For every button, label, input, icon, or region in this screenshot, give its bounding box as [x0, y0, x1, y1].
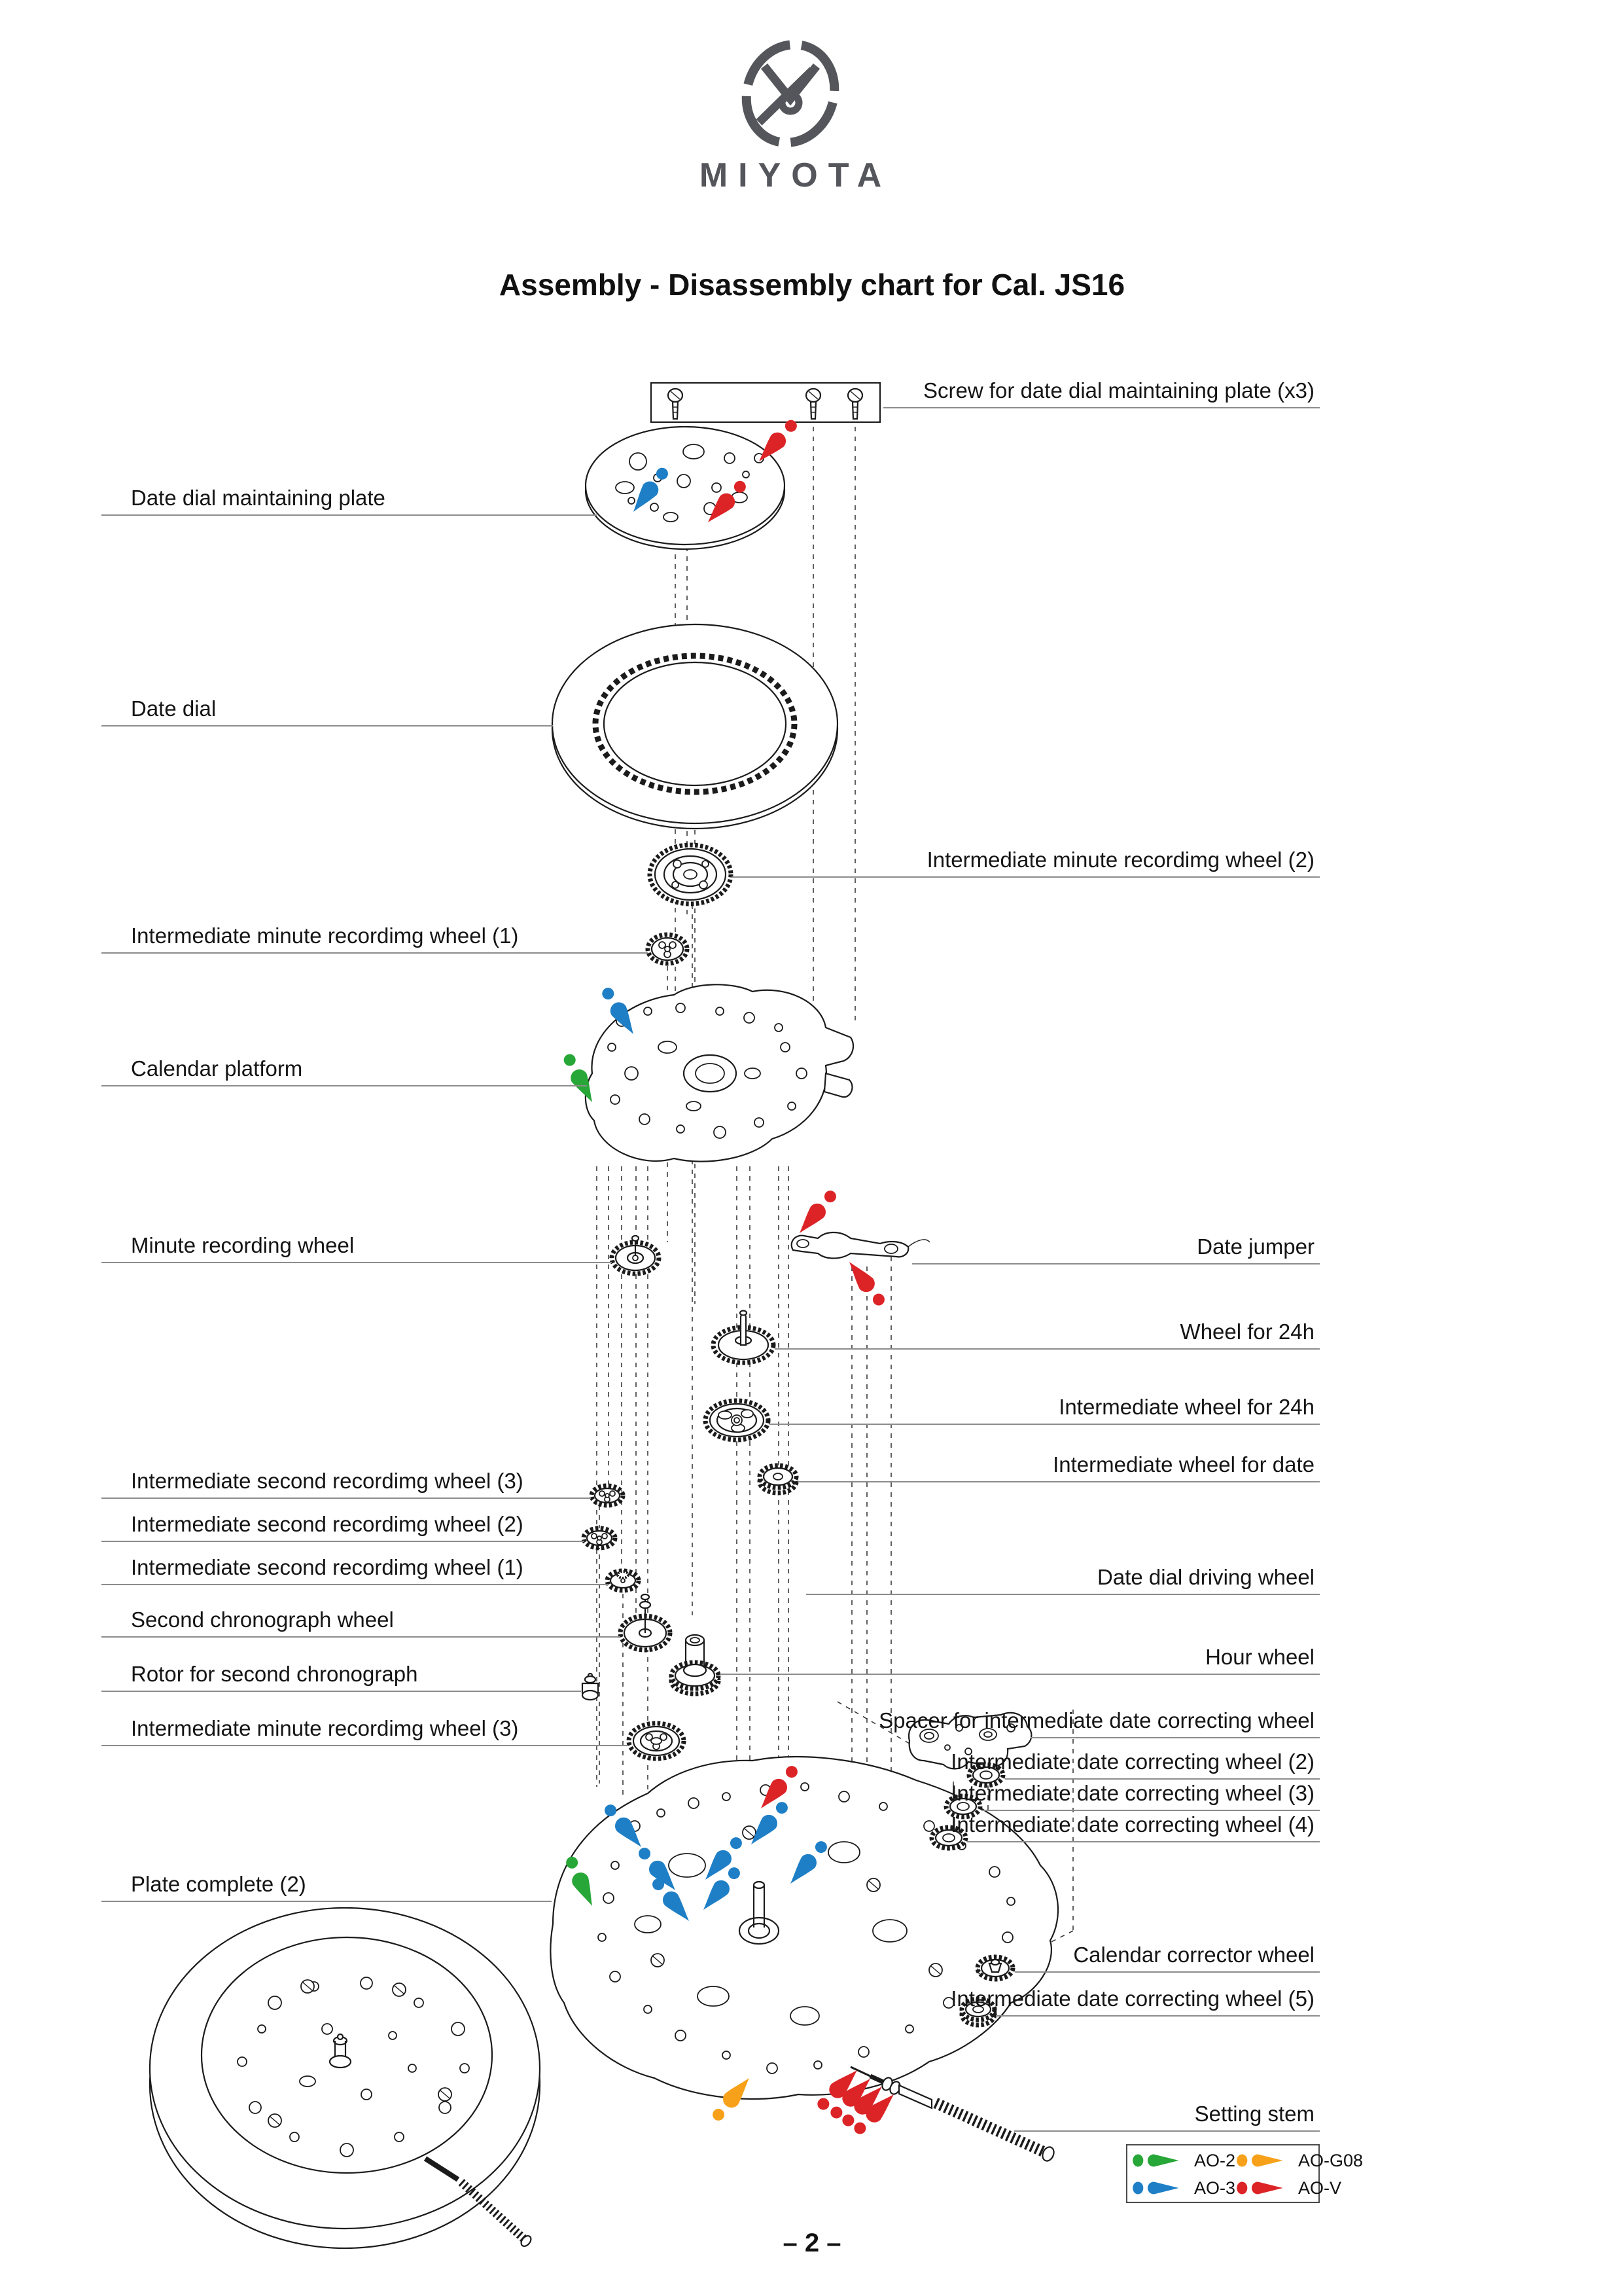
part-calendar-corrector-wheel: [978, 1957, 1013, 1979]
oil-droplet-icon: [1131, 2178, 1189, 2198]
label-intermediate-wheel-for-date: Intermediate wheel for date: [798, 1452, 1320, 1482]
part-minute-recording-wheel: [612, 1236, 659, 1274]
label-setting-stem: Setting stem: [1014, 2102, 1320, 2132]
part-date-dial-maintaining-plate: [586, 416, 802, 549]
part-second-chronograph-wheel: [620, 1594, 670, 1650]
leader-line: [1031, 1737, 1320, 1738]
leader-line: [769, 1424, 1320, 1425]
leader-line: [981, 1810, 1320, 1811]
leader-line: [996, 2015, 1320, 2017]
leader-line: [101, 514, 597, 516]
label-intermediate-second-recording-wheel-3: Intermediate second recordimg wheel (3): [101, 1469, 591, 1499]
label-screw-for-date-dial-maintaining-plate: Screw for date dial maintaining plate (x3): [883, 378, 1320, 408]
label-intermediate-date-correcting-wheel-3: Intermediate date correcting wheel (3): [981, 1781, 1320, 1811]
leader-line: [101, 952, 648, 954]
part-hour-wheel: [671, 1635, 718, 1694]
leader-line: [775, 1348, 1320, 1350]
part-wheel-for-24h: [713, 1311, 773, 1363]
label-intermediate-minute-recording-wheel-3: Intermediate minute recordimg wheel (3): [101, 1716, 628, 1746]
label-calendar-platform: Calendar platform: [101, 1056, 587, 1086]
page-number: – 2 –: [783, 2229, 841, 2257]
label-date-jumper: Date jumper: [912, 1234, 1320, 1265]
part-intermediate-second-recording-wheel-1: [607, 1571, 639, 1590]
leader-line: [1014, 2130, 1320, 2132]
legend-item: [1131, 2174, 1235, 2202]
part-assembled-movement: [150, 1908, 540, 2248]
legend-item: [1131, 2147, 1235, 2174]
label-intermediate-wheel-for-24h: Intermediate wheel for 24h: [769, 1395, 1320, 1425]
part-intermediate-second-recording-wheel-2: [584, 1528, 615, 1548]
leader-line: [732, 876, 1320, 878]
legend-code: AO-V: [1298, 2178, 1342, 2198]
leader-line: [912, 1263, 1320, 1265]
oil-marker-red: [752, 416, 801, 467]
label-date-dial: Date dial: [101, 696, 553, 726]
legend-item: [1235, 2147, 1363, 2174]
label-intermediate-minute-recording-wheel-2: Intermediate minute recordimg wheel (2): [732, 848, 1320, 878]
leader-line: [101, 1584, 609, 1585]
leader-line: [967, 1841, 1320, 1842]
part-intermediate-wheel-for-date: [760, 1465, 796, 1493]
part-date-dial: [552, 624, 838, 829]
legend-code: AO-G08: [1298, 2150, 1364, 2170]
label-intermediate-minute-recording-wheel-1: Intermediate minute recordimg wheel (1): [101, 924, 648, 954]
leader-line: [101, 1498, 591, 1499]
part-intermediate-minute-recording-wheel-3: [629, 1723, 684, 1759]
legend-item: [1235, 2174, 1363, 2202]
label-calendar-corrector-wheel: Calendar corrector wheel: [1015, 1943, 1320, 1973]
leader-line: [101, 1636, 620, 1638]
label-hour-wheel: Hour wheel: [720, 1645, 1320, 1675]
miyota-logo: [679, 38, 902, 195]
part-date-jumper: [792, 1187, 930, 1310]
part-intermediate-minute-recording-wheel-1: [648, 935, 687, 963]
leader-line: [1015, 1971, 1320, 1973]
leader-line: [798, 1481, 1320, 1482]
oil-droplet-icon: [1235, 2151, 1293, 2170]
miyota-logo-icon: [741, 38, 839, 149]
leader-line: [720, 1674, 1320, 1675]
label-date-dial-driving-wheel: Date dial driving wheel: [806, 1565, 1320, 1595]
oil-legend: [1126, 2144, 1364, 2203]
oil-droplet-icon: [1235, 2178, 1293, 2198]
label-spacer-for-intermediate-date-correcting-wheel: Spacer for intermediate date correcting wheel: [1031, 1708, 1320, 1738]
legend-code: AO-2: [1194, 2150, 1236, 2170]
part-intermediate-wheel-for-24h: [705, 1401, 768, 1440]
label-plate-complete-2: Plate complete (2): [101, 1872, 552, 1902]
oil-droplet-icon: [1131, 2151, 1189, 2170]
label-intermediate-date-correcting-wheel-5: Intermediate date correcting wheel (5): [996, 1986, 1320, 2017]
leader-line: [101, 1745, 628, 1746]
part-intermediate-minute-recording-wheel-2: [650, 845, 731, 904]
label-rotor-for-second-chronograph: Rotor for second chronograph: [101, 1662, 581, 1692]
leader-line: [101, 1085, 587, 1086]
leader-line: [101, 725, 553, 726]
part-screws-box: [651, 383, 880, 422]
miyota-wordmark: MIYOTA: [699, 156, 892, 194]
label-intermediate-second-recording-wheel-1: Intermediate second recordimg wheel (1): [101, 1555, 609, 1585]
label-minute-recording-wheel: Minute recording wheel: [101, 1233, 612, 1263]
label-intermediate-date-correcting-wheel-2: Intermediate date correcting wheel (2): [1005, 1749, 1320, 1780]
leader-line: [1005, 1778, 1320, 1780]
leader-line: [101, 1541, 584, 1542]
part-calendar-platform: [559, 984, 853, 1162]
leader-line: [101, 1901, 552, 1902]
oil-marker-red: [793, 1187, 841, 1239]
label-second-chronograph-wheel: Second chronograph wheel: [101, 1607, 620, 1638]
label-date-dial-maintaining-plate: Date dial maintaining plate: [101, 486, 597, 516]
page-title: Assembly - Disassembly chart for Cal. JS16: [499, 268, 1125, 302]
part-rotor-for-second-chronograph: [582, 1674, 598, 1700]
label-intermediate-second-recording-wheel-2: Intermediate second recordimg wheel (2): [101, 1512, 584, 1542]
label-intermediate-date-correcting-wheel-4: Intermediate date correcting wheel (4): [967, 1812, 1320, 1842]
leader-line: [101, 1691, 581, 1692]
leader-line: [883, 407, 1320, 408]
leader-line: [101, 1262, 612, 1263]
label-wheel-for-24h: Wheel for 24h: [775, 1319, 1320, 1350]
legend-code: AO-3: [1194, 2178, 1236, 2198]
leader-line: [806, 1594, 1320, 1595]
oil-marker-red: [843, 1257, 889, 1310]
part-intermediate-second-recording-wheel-3: [591, 1486, 623, 1505]
